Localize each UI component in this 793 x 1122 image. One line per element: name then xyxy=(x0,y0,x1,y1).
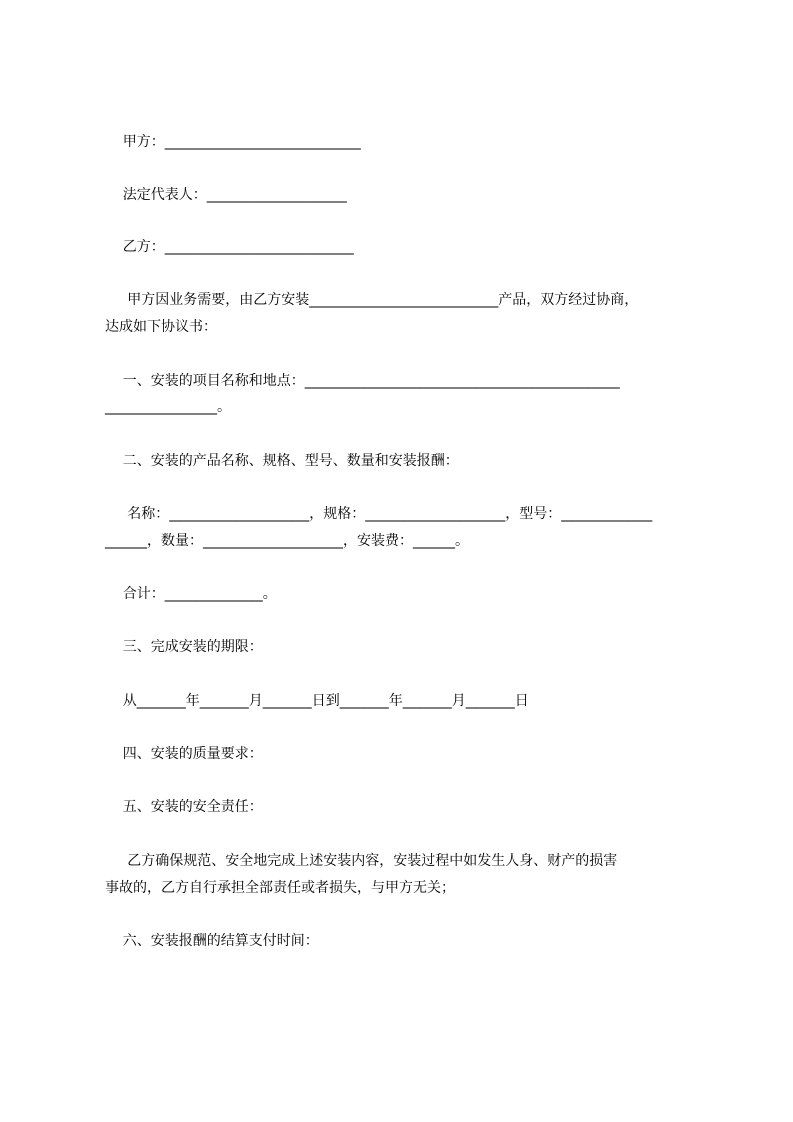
section-2-heading: 二、安装的产品名称、规格、型号、数量和安装报酬： xyxy=(105,453,459,469)
section-2-detail-line-1: 名称：____________________，规格：____________________，型号：_____________ xyxy=(105,506,653,522)
section-5-text-line-2: 事故的，乙方自行承担全部责任或者损失，与甲方无关； xyxy=(105,880,455,896)
intro-paragraph-line-2: 达成如下协议书： xyxy=(105,319,217,335)
section-1-heading: 一、安装的项目名称和地点：_____________________________________________ xyxy=(105,373,620,389)
legal-representative-line: 法定代表人：____________________ xyxy=(105,187,347,203)
section-3-heading: 三、完成安装的期限： xyxy=(105,639,263,655)
section-5-text-line-1: 乙方确保规范、安全地完成上述安装内容，安装过程中如发生人身、财产的损害 xyxy=(105,853,618,869)
section-5-heading: 五、安装的安全责任： xyxy=(105,799,263,815)
section-1-continuation: ________________。 xyxy=(105,399,231,415)
section-4-heading: 四、安装的质量要求： xyxy=(105,746,263,762)
section-2-detail-line-2: ______，数量：____________________，安装费：______。 xyxy=(105,533,469,549)
section-6-heading: 六、安装报酬的结算支付时间： xyxy=(105,933,319,949)
party-a-line: 甲方：____________________________ xyxy=(105,134,361,150)
period-line: 从_______年_______月_______日到_______年_______月_______日 xyxy=(105,693,529,709)
party-b-line: 乙方：___________________________ xyxy=(105,239,354,255)
intro-paragraph-line-1: 甲方因业务需要，由乙方安装___________________________产品，双方经过协商， xyxy=(105,292,639,308)
total-line: 合计：______________。 xyxy=(105,586,277,602)
